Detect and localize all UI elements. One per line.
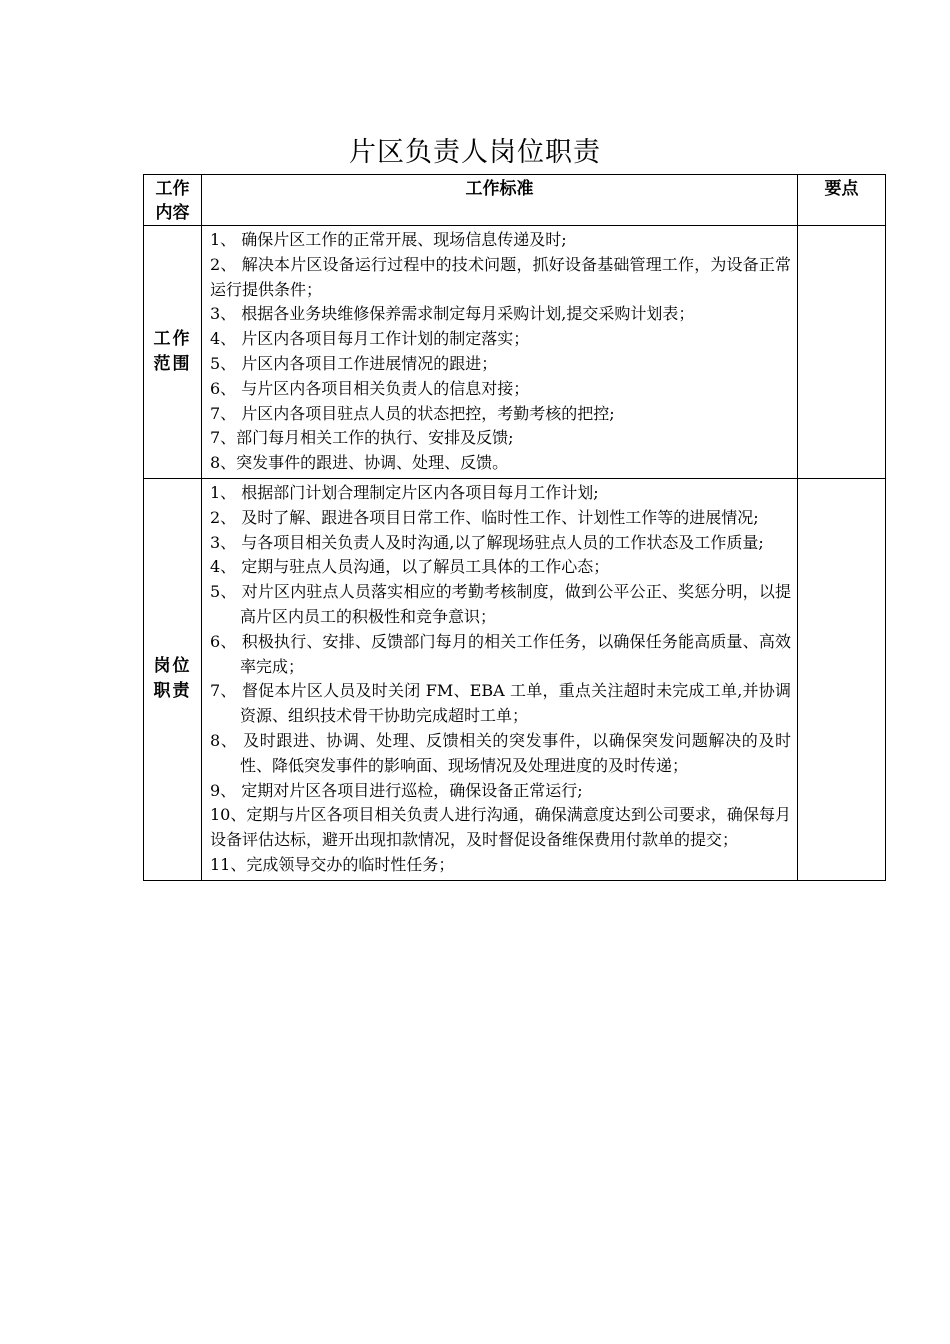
page-title: 片区负责人岗位职责 [349, 137, 601, 168]
list-item: 7、部门每月相关工作的执行、安排及反馈; [210, 428, 514, 448]
header-work-standard: 工作标准 [202, 175, 798, 226]
list-item: 8、突发事件的跟进、协调、处理、反馈。 [210, 453, 509, 473]
list-item: 9、 定期对片区各项目进行巡检，确保设备正常运行; [210, 780, 583, 800]
header-key-points: 要点 [798, 175, 886, 226]
list-item: 2、 解决本片区设备运行过程中的技术问题，抓好设备基础管理工作，为设备正常运行提供条件； [210, 254, 791, 299]
table-header-row [144, 175, 886, 226]
list-item: 6、 积极执行、安排、反馈部门每月的相关工作任务，以确保任务能高质量、高效率完成； [210, 631, 791, 676]
list-item: 5、 片区内各项目工作进展情况的跟进； [210, 353, 498, 373]
list-item: 4、 片区内各项目每月工作计划的制定落实； [210, 329, 530, 349]
list-item: 1、 根据部门计划合理制定片区内各项目每月工作计划; [210, 482, 599, 502]
list-item: 3、 与各项目相关负责人及时沟通,以了解现场驻点人员的工作状态及工作质量; [210, 532, 764, 552]
list-item: 4、 定期与驻点人员沟通，以了解员工具体的工作心态； [210, 557, 610, 577]
list-item: 6、 与片区内各项目相关负责人的信息对接； [210, 378, 530, 398]
work-scope-items [202, 226, 798, 479]
list-item: 2、 及时了解、跟进各项目日常工作、临时性工作、计划性工作等的进展情况; [210, 507, 759, 527]
row-label-text: 岗位职责 [153, 656, 192, 702]
header-work-content [144, 175, 202, 226]
list-item: 5、 对片区内驻点人员落实相应的考勤考核制度，做到公平公正、奖惩分明，以提高片区内员工的积极性和竞争意识； [210, 582, 791, 626]
job-duties-notes [798, 478, 886, 880]
row-label-text: 工作范围 [153, 328, 192, 374]
list-item: 1、 确保片区工作的正常开展、现场信息传递及时; [210, 230, 567, 249]
table-row-job-duties [144, 478, 886, 880]
list-item: 7、 片区内各项目驻点人员的状态把控，考勤考核的把控; [210, 403, 615, 423]
work-scope-notes [798, 226, 886, 479]
list-item: 7、 督促本片区人员及时关闭 FM、EBA 工单，重点关注超时未完成工单,并协调资源、组织技术骨干协助完成超时工单； [210, 681, 791, 726]
header-work-content-label: 工作内容 [155, 179, 190, 223]
row-label-job-duties [144, 478, 202, 880]
job-duties-items [202, 478, 798, 880]
list-item: 3、 根据各业务块维修保养需求制定每月采购计划,提交采购计划表； [210, 304, 695, 324]
row-label-work-scope [144, 226, 202, 479]
list-item: 8、 及时跟进、协调、处理、反馈相关的突发事件，以确保突发问题解决的及时性、降低突发事件的影响面、现场情况及处理进度的及时传递； [210, 730, 791, 775]
list-item: 10、定期与片区各项目相关负责人进行沟通，确保满意度达到公司要求，确保每月设备评估达标，避开出现扣款情况，及时督促设备维保费用付款单的提交； [210, 805, 791, 850]
list-item: 11、完成领导交办的临时性任务； [210, 854, 455, 874]
duty-table [143, 174, 886, 881]
table-row-work-scope [144, 226, 886, 479]
